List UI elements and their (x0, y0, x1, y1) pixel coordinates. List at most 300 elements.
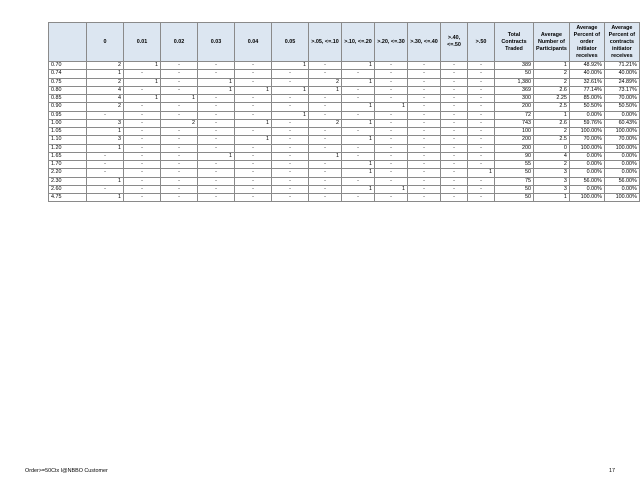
table-cell: 2 (534, 128, 570, 136)
table-cell: - (161, 169, 198, 177)
table-cell: - (375, 177, 408, 185)
table-cell: - (87, 161, 124, 169)
row-price-cell: 1.65 (49, 152, 87, 160)
table-cell: - (309, 95, 342, 103)
table-cell: - (161, 62, 198, 70)
row-price-cell: 0.80 (49, 86, 87, 94)
table-row (49, 95, 640, 103)
table-cell: - (408, 103, 441, 111)
table-cell: 4 (87, 86, 124, 94)
table-cell: - (441, 161, 468, 169)
table-cell: 2 (87, 78, 124, 86)
table-cell: - (408, 111, 441, 119)
table-cell: - (441, 111, 468, 119)
table-cell: - (441, 194, 468, 202)
table-cell: - (198, 95, 235, 103)
table-cell: - (198, 62, 235, 70)
table-cell: - (408, 78, 441, 86)
table-cell: - (87, 152, 124, 160)
table-cell: 4 (534, 152, 570, 160)
table-cell: - (161, 185, 198, 193)
table-cell: - (375, 95, 408, 103)
table-cell: - (161, 78, 198, 86)
table-cell: 1 (342, 78, 375, 86)
table-cell: - (124, 177, 161, 185)
table-cell: - (375, 62, 408, 70)
table-cell: 1 (534, 111, 570, 119)
table-cell: 50 (495, 194, 534, 202)
table-cell: 1 (342, 136, 375, 144)
table-cell: - (375, 144, 408, 152)
table-cell: 1 (309, 152, 342, 160)
table-cell: - (375, 169, 408, 177)
table-cell: 200 (495, 136, 534, 144)
table-cell: - (468, 111, 495, 119)
table-cell: 24.89% (604, 78, 639, 86)
table-cell: 1 (124, 78, 161, 86)
table-cell: - (124, 185, 161, 193)
table-cell: 0.00% (569, 161, 604, 169)
table-cell: 1 (235, 86, 272, 94)
table-cell: - (342, 86, 375, 94)
column-header: >.50 (468, 23, 495, 62)
table-cell: 59.76% (569, 119, 604, 127)
table-cell: 1 (124, 62, 161, 70)
table-cell: 1,380 (495, 78, 534, 86)
table-cell: 1 (272, 111, 309, 119)
table-cell: 1 (235, 136, 272, 144)
table-cell: - (375, 86, 408, 94)
table-cell: - (408, 177, 441, 185)
table-cell: - (468, 185, 495, 193)
table-cell: - (309, 111, 342, 119)
table-cell: - (468, 144, 495, 152)
header-row (49, 23, 640, 62)
table-cell: - (408, 161, 441, 169)
table-cell: - (272, 185, 309, 193)
table-cell: 1 (87, 194, 124, 202)
row-price-cell: 1.05 (49, 128, 87, 136)
table-cell: 1 (87, 144, 124, 152)
table-cell: 2 (309, 78, 342, 86)
table-cell: - (309, 62, 342, 70)
table-cell: 1 (235, 119, 272, 127)
table-cell: - (408, 185, 441, 193)
table-cell: - (272, 152, 309, 160)
table-cell: - (161, 70, 198, 78)
table-row (49, 128, 640, 136)
table-cell: - (124, 86, 161, 94)
table-cell: 1 (87, 70, 124, 78)
table-cell: 0 (534, 144, 570, 152)
table-cell: 72 (495, 111, 534, 119)
table-cell: - (468, 119, 495, 127)
table-cell: - (198, 194, 235, 202)
table-cell: 1 (272, 62, 309, 70)
table-row (49, 119, 640, 127)
table-cell: 50 (495, 70, 534, 78)
column-header: >.40, <=.50 (441, 23, 468, 62)
table-cell: 40.00% (604, 70, 639, 78)
column-header: Average Percent of order initiator receives (569, 23, 604, 62)
table-cell: 70.00% (569, 136, 604, 144)
row-price-cell: 2.30 (49, 177, 87, 185)
table-cell: 200 (495, 103, 534, 111)
table-cell: - (441, 169, 468, 177)
column-header: Total Contracts Traded (495, 23, 534, 62)
table-cell: - (272, 95, 309, 103)
column-header: 0.05 (272, 23, 309, 62)
table-cell: 0.00% (604, 169, 639, 177)
table-cell: 77.14% (569, 86, 604, 94)
table-cell: - (441, 128, 468, 136)
table-cell: - (272, 78, 309, 86)
table-body (49, 62, 640, 202)
table-cell: 0.00% (604, 185, 639, 193)
table-cell: 0.00% (604, 111, 639, 119)
table-cell: - (198, 177, 235, 185)
table-cell: - (375, 161, 408, 169)
row-price-cell: 1.20 (49, 144, 87, 152)
table-cell: - (272, 144, 309, 152)
table-cell: - (309, 169, 342, 177)
table-cell: - (468, 62, 495, 70)
table-cell: 4 (87, 95, 124, 103)
table-row (49, 194, 640, 202)
table-cell: 3 (87, 136, 124, 144)
table-cell: - (468, 136, 495, 144)
table-cell: - (235, 128, 272, 136)
table-cell: 1 (124, 95, 161, 103)
table-cell: - (342, 194, 375, 202)
table-cell: - (468, 128, 495, 136)
table-cell: 100.00% (569, 128, 604, 136)
table-cell: - (161, 136, 198, 144)
table-cell: 40.00% (569, 70, 604, 78)
table-cell: 2 (534, 161, 570, 169)
table-cell: - (375, 136, 408, 144)
table-cell: - (235, 177, 272, 185)
table-cell: - (198, 185, 235, 193)
table-cell: 0.00% (604, 152, 639, 160)
row-price-cell: 1.00 (49, 119, 87, 127)
table-cell: 1 (272, 86, 309, 94)
table-cell: 100.00% (604, 194, 639, 202)
table-cell: - (161, 144, 198, 152)
table-cell: - (272, 136, 309, 144)
table-cell: - (408, 152, 441, 160)
table-cell: - (468, 152, 495, 160)
table-cell: - (124, 161, 161, 169)
table-cell: - (441, 144, 468, 152)
table-cell: - (198, 128, 235, 136)
table-cell: 1 (161, 95, 198, 103)
table-cell: 1 (342, 103, 375, 111)
table-cell: - (198, 103, 235, 111)
table-cell: - (198, 136, 235, 144)
table-cell: - (408, 86, 441, 94)
table-cell: - (235, 152, 272, 160)
table-cell: - (468, 95, 495, 103)
table-cell: 1 (342, 161, 375, 169)
table-cell: 1 (342, 119, 375, 127)
table-cell: - (235, 144, 272, 152)
table-cell: 1 (342, 169, 375, 177)
table-cell: - (124, 128, 161, 136)
table-cell: - (408, 62, 441, 70)
table-cell: 1 (342, 185, 375, 193)
table-cell: - (235, 194, 272, 202)
table-cell: - (161, 111, 198, 119)
table-cell: - (309, 136, 342, 144)
row-price-cell: 1.70 (49, 161, 87, 169)
table-cell: - (161, 152, 198, 160)
table-cell: - (468, 177, 495, 185)
table-cell: - (124, 169, 161, 177)
table-row (49, 161, 640, 169)
table-cell: - (441, 152, 468, 160)
table-cell: 2 (534, 78, 570, 86)
table-cell: - (441, 177, 468, 185)
table-cell: 2 (309, 119, 342, 127)
table-cell: 369 (495, 86, 534, 94)
table-cell: 2.25 (534, 95, 570, 103)
table-cell: - (408, 70, 441, 78)
table-cell: - (408, 194, 441, 202)
table-cell: 2 (534, 70, 570, 78)
table-cell: 743 (495, 119, 534, 127)
table-cell: 90 (495, 152, 534, 160)
table-row (49, 177, 640, 185)
table-cell: - (272, 70, 309, 78)
table-cell: 3 (534, 169, 570, 177)
page-number: 17 (609, 468, 615, 474)
table-cell: - (161, 177, 198, 185)
table-cell: - (408, 119, 441, 127)
row-price-cell: 0.74 (49, 70, 87, 78)
table-cell: 3 (87, 119, 124, 127)
table-cell: 389 (495, 62, 534, 70)
table-cell: - (124, 194, 161, 202)
table-cell: - (342, 95, 375, 103)
row-price-cell: 4.75 (49, 194, 87, 202)
table-cell: 85.00% (569, 95, 604, 103)
table-cell: 60.43% (604, 119, 639, 127)
table-cell: 1 (375, 103, 408, 111)
table-cell: - (235, 111, 272, 119)
table-cell: - (198, 144, 235, 152)
table-cell: - (342, 128, 375, 136)
table-cell: - (198, 119, 235, 127)
column-header: >.30, <=.40 (408, 23, 441, 62)
table-cell: 2.6 (534, 86, 570, 94)
table-cell: 200 (495, 144, 534, 152)
row-price-cell: 0.75 (49, 78, 87, 86)
table-cell: - (309, 144, 342, 152)
table-cell: 1 (468, 169, 495, 177)
table-cell: 100.00% (604, 128, 639, 136)
column-header: >.10, <=.20 (342, 23, 375, 62)
table-cell: 0.00% (569, 185, 604, 193)
table-cell: - (309, 161, 342, 169)
table-cell: - (375, 78, 408, 86)
table-cell: - (441, 95, 468, 103)
table-cell: - (375, 119, 408, 127)
footer-label: Order>=50Ctx I@NBBO Customer (25, 468, 108, 474)
table-cell: 2 (87, 103, 124, 111)
table-cell: - (468, 161, 495, 169)
table-cell: - (124, 136, 161, 144)
table-cell: - (198, 70, 235, 78)
table-cell: 2 (161, 119, 198, 127)
table-cell: 0.00% (569, 111, 604, 119)
table-cell: - (441, 185, 468, 193)
table-cell: 300 (495, 95, 534, 103)
column-header: 0.03 (198, 23, 235, 62)
table-cell: - (375, 128, 408, 136)
table-cell: - (161, 103, 198, 111)
table-cell: 100.00% (569, 144, 604, 152)
table-cell: - (235, 62, 272, 70)
column-header: 0.01 (124, 23, 161, 62)
table-cell: - (408, 128, 441, 136)
table-cell: - (272, 194, 309, 202)
table-cell: 50 (495, 169, 534, 177)
table-cell: - (408, 169, 441, 177)
table-cell: 100 (495, 128, 534, 136)
table-cell: 50.50% (569, 103, 604, 111)
table-cell: 70.00% (604, 136, 639, 144)
table-row (49, 62, 640, 70)
table-cell: 0.00% (604, 161, 639, 169)
table-cell: - (124, 119, 161, 127)
table-cell: - (375, 70, 408, 78)
table-cell: - (441, 62, 468, 70)
row-price-cell: 0.85 (49, 95, 87, 103)
table-cell: - (87, 169, 124, 177)
table-cell: - (161, 194, 198, 202)
table-cell: 1 (342, 62, 375, 70)
table-cell: 56.00% (604, 177, 639, 185)
table-row (49, 111, 640, 119)
table-row (49, 185, 640, 193)
table-row (49, 144, 640, 152)
table-cell: - (272, 103, 309, 111)
table-cell: - (468, 194, 495, 202)
table-row (49, 152, 640, 160)
table-cell: 1 (375, 185, 408, 193)
table-cell: - (309, 177, 342, 185)
table-cell: - (124, 111, 161, 119)
table-cell: 48.92% (569, 62, 604, 70)
table-cell: 2.5 (534, 103, 570, 111)
row-price-cell: 0.70 (49, 62, 87, 70)
column-header: >.05, <=.10 (309, 23, 342, 62)
table-cell: 71.21% (604, 62, 639, 70)
row-price-cell: 2.60 (49, 185, 87, 193)
table-cell: 1 (198, 152, 235, 160)
column-header: 0 (87, 23, 124, 62)
table-cell: - (87, 185, 124, 193)
table-cell: - (235, 78, 272, 86)
table-cell: - (124, 70, 161, 78)
row-price-cell: 0.90 (49, 103, 87, 111)
column-header: Average Percent of contracts initiator receives (604, 23, 639, 62)
table-row (49, 78, 640, 86)
table-cell: - (309, 103, 342, 111)
table-cell: - (198, 111, 235, 119)
table-row (49, 136, 640, 144)
table-cell: 3 (534, 177, 570, 185)
table-cell: - (309, 70, 342, 78)
table-cell: - (375, 194, 408, 202)
table-cell: - (408, 95, 441, 103)
table-cell: - (124, 144, 161, 152)
table-cell: - (272, 119, 309, 127)
table-cell: 0.00% (569, 169, 604, 177)
table-cell: - (161, 161, 198, 169)
table-cell: - (441, 78, 468, 86)
table-cell: - (235, 70, 272, 78)
table-row (49, 70, 640, 78)
table-cell: - (272, 177, 309, 185)
table-cell: - (235, 95, 272, 103)
table-cell: 100.00% (569, 194, 604, 202)
table-cell: 1 (534, 194, 570, 202)
table-row (49, 103, 640, 111)
table-cell: - (235, 103, 272, 111)
table-cell: 56.00% (569, 177, 604, 185)
row-price-cell: 1.10 (49, 136, 87, 144)
table-cell: - (468, 70, 495, 78)
table-cell: 1 (309, 86, 342, 94)
table-cell: - (198, 169, 235, 177)
table-cell: - (309, 128, 342, 136)
table-cell: 1 (87, 177, 124, 185)
table-cell: - (87, 111, 124, 119)
table-cell: 2.5 (534, 136, 570, 144)
table-cell: 0.00% (569, 152, 604, 160)
table-cell: 1 (198, 78, 235, 86)
table-row (49, 169, 640, 177)
table-cell: - (272, 128, 309, 136)
table-cell: - (161, 128, 198, 136)
table-cell: - (235, 161, 272, 169)
row-price-cell: 0.95 (49, 111, 87, 119)
table-cell: - (408, 136, 441, 144)
table-cell: 50 (495, 185, 534, 193)
table-cell: 75 (495, 177, 534, 185)
table-cell: - (272, 161, 309, 169)
table-cell: 50.50% (604, 103, 639, 111)
row-price-cell: 2.20 (49, 169, 87, 177)
table-cell: - (375, 152, 408, 160)
column-header: 0.04 (235, 23, 272, 62)
data-table (48, 22, 640, 202)
table-cell: - (408, 144, 441, 152)
table-cell: - (342, 177, 375, 185)
table-cell: 2 (87, 62, 124, 70)
table-cell: - (375, 111, 408, 119)
table-cell: 70.00% (604, 95, 639, 103)
table-cell: - (198, 161, 235, 169)
column-header: Average Number of Participants (534, 23, 570, 62)
table-cell: - (124, 103, 161, 111)
column-header: >.20, <=.30 (375, 23, 408, 62)
table-cell: - (441, 70, 468, 78)
table-cell: 1 (198, 86, 235, 94)
table-cell: - (468, 78, 495, 86)
